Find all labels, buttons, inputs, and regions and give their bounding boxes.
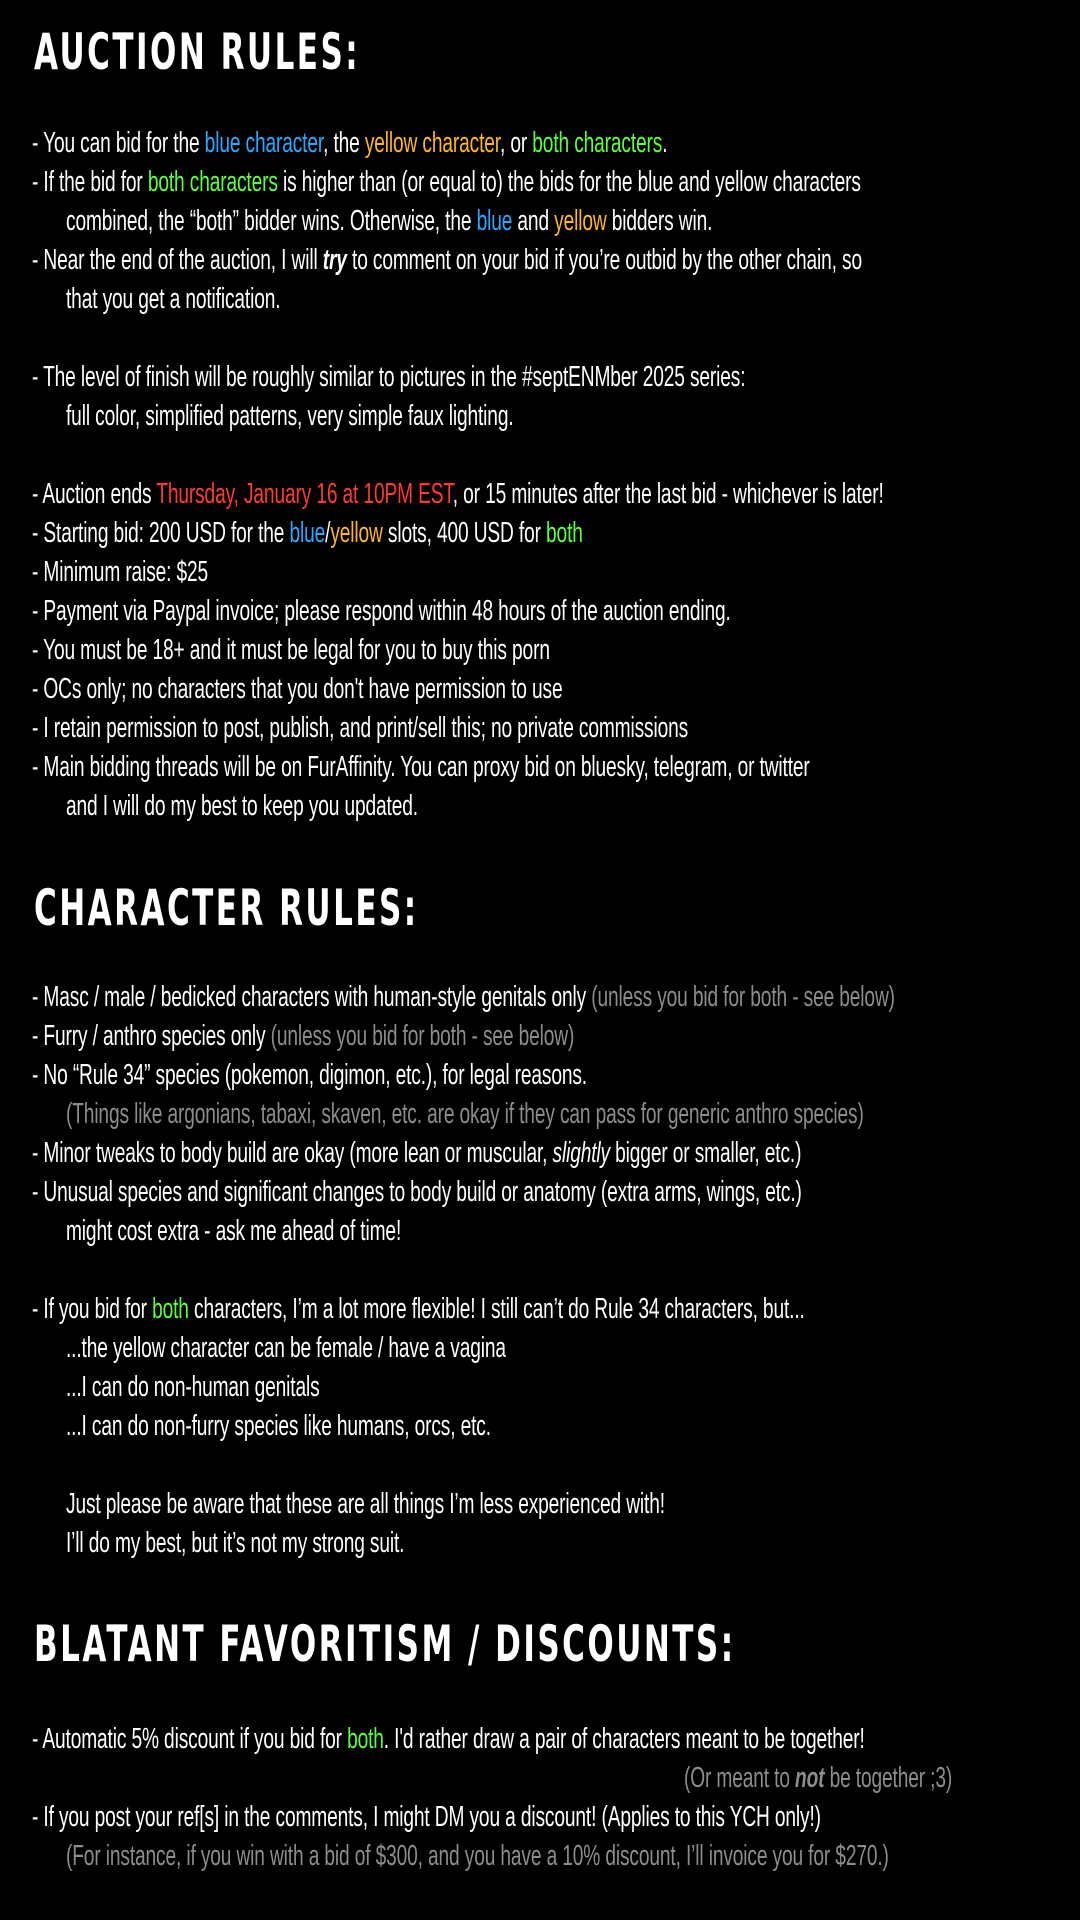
character-rule-unusual-species: - Unusual species and significant changes to body build or anatomy (extra arms, wings, etc.) [32,1176,802,1208]
auction-rule-bidding-threads-cont: and I will do my best to keep you updated. [66,790,418,822]
character-rule-both-species: ...I can do non-furry species like humans, orcs, etc. [66,1410,491,1442]
character-rule-furry: - Furry / anthro species only (unless you bid for both - see below) [32,1020,575,1052]
character-rule-experience-note-cont: I’ll do my best, but it’s not my strong suit. [66,1527,405,1559]
auction-rule-both-bid-cont: combined, the “both” bidder wins. Otherwise, the blue and yellow bidders win. [66,205,713,237]
character-rule-both-flexible: - If you bid for both characters, I’m a lot more flexible! I still can’t do Rule 34 characters, but... [32,1293,805,1325]
auction-rule-bid-options: - You can bid for the blue character, the yellow character, or both characters. [32,127,668,159]
discount-rule-both-aside: (Or meant to not be together ;3) [684,1762,953,1794]
character-rule-minor-tweaks: - Minor tweaks to body build are okay (more lean or muscular, slightly bigger or smaller, etc.) [32,1137,802,1169]
favoritism-heading: BLATANT FAVORITISM / DISCOUNTS: [34,1615,736,1673]
discount-rule-both: - Automatic 5% discount if you bid for both. I'd rather draw a pair of characters meant to be together! [32,1723,865,1755]
auction-rule-starting-bid: - Starting bid: 200 USD for the blue/yellow slots, 400 USD for both [32,517,583,549]
character-rule-no-rule34-note: (Things like argonians, tabaxi, skaven, etc. are okay if they can pass for generic anthro species) [66,1098,864,1130]
auction-rule-age: - You must be 18+ and it must be legal for you to buy this porn [32,634,550,666]
character-rules-heading: CHARACTER RULES: [34,879,419,937]
auction-rules-heading: AUCTION RULES: [34,23,361,81]
character-rule-experience-note: Just please be aware that these are all things I’m less experienced with! [66,1488,665,1520]
character-rule-unusual-species-cont: might cost extra - ask me ahead of time! [66,1215,402,1247]
auction-rule-outbid-comment-cont: that you get a notification. [66,283,281,315]
character-rule-masc: - Masc / male / bedicked characters with human-style genitals only (unless you bid for both - see below) [32,981,895,1013]
auction-rule-both-bid: - If the bid for both characters is higher than (or equal to) the bids for the blue and yellow characters [32,166,861,198]
auction-rule-outbid-comment: - Near the end of the auction, I will try to comment on your bid if you’re outbid by the other chain, so [32,244,862,276]
auction-rule-permissions: - I retain permission to post, publish, and print/sell this; no private commissions [32,712,689,744]
auction-rule-finish-level: - The level of finish will be roughly similar to pictures in the #septENMber 2025 series: [32,361,746,393]
auction-rule-minimum-raise: - Minimum raise: $25 [32,556,209,588]
character-rule-both-genitals: ...I can do non-human genitals [66,1371,320,1403]
auction-rule-payment: - Payment via Paypal invoice; please respond within 48 hours of the auction ending. [32,595,731,627]
auction-rule-finish-level-cont: full color, simplified patterns, very simple faux lighting. [66,400,514,432]
auction-rule-end-time: - Auction ends Thursday, January 16 at 10PM EST, or 15 minutes after the last bid - whichever is later! [32,478,884,510]
auction-rule-ocs-only: - OCs only; no characters that you don't have permission to use [32,673,563,705]
character-rule-both-female: ...the yellow character can be female / have a vagina [66,1332,506,1364]
discount-rule-refs-example: (For instance, if you win with a bid of $300, and you have a 10% discount, I’ll invoice you for $270.) [66,1840,889,1872]
discount-rule-refs: - If you post your ref[s] in the comments, I might DM you a discount! (Applies to this YCH only!) [32,1801,821,1833]
auction-rule-bidding-threads: - Main bidding threads will be on FurAffinity. You can proxy bid on bluesky, telegram, or twitter [32,751,810,783]
character-rule-no-rule34: - No “Rule 34” species (pokemon, digimon, etc.), for legal reasons. [32,1059,587,1091]
